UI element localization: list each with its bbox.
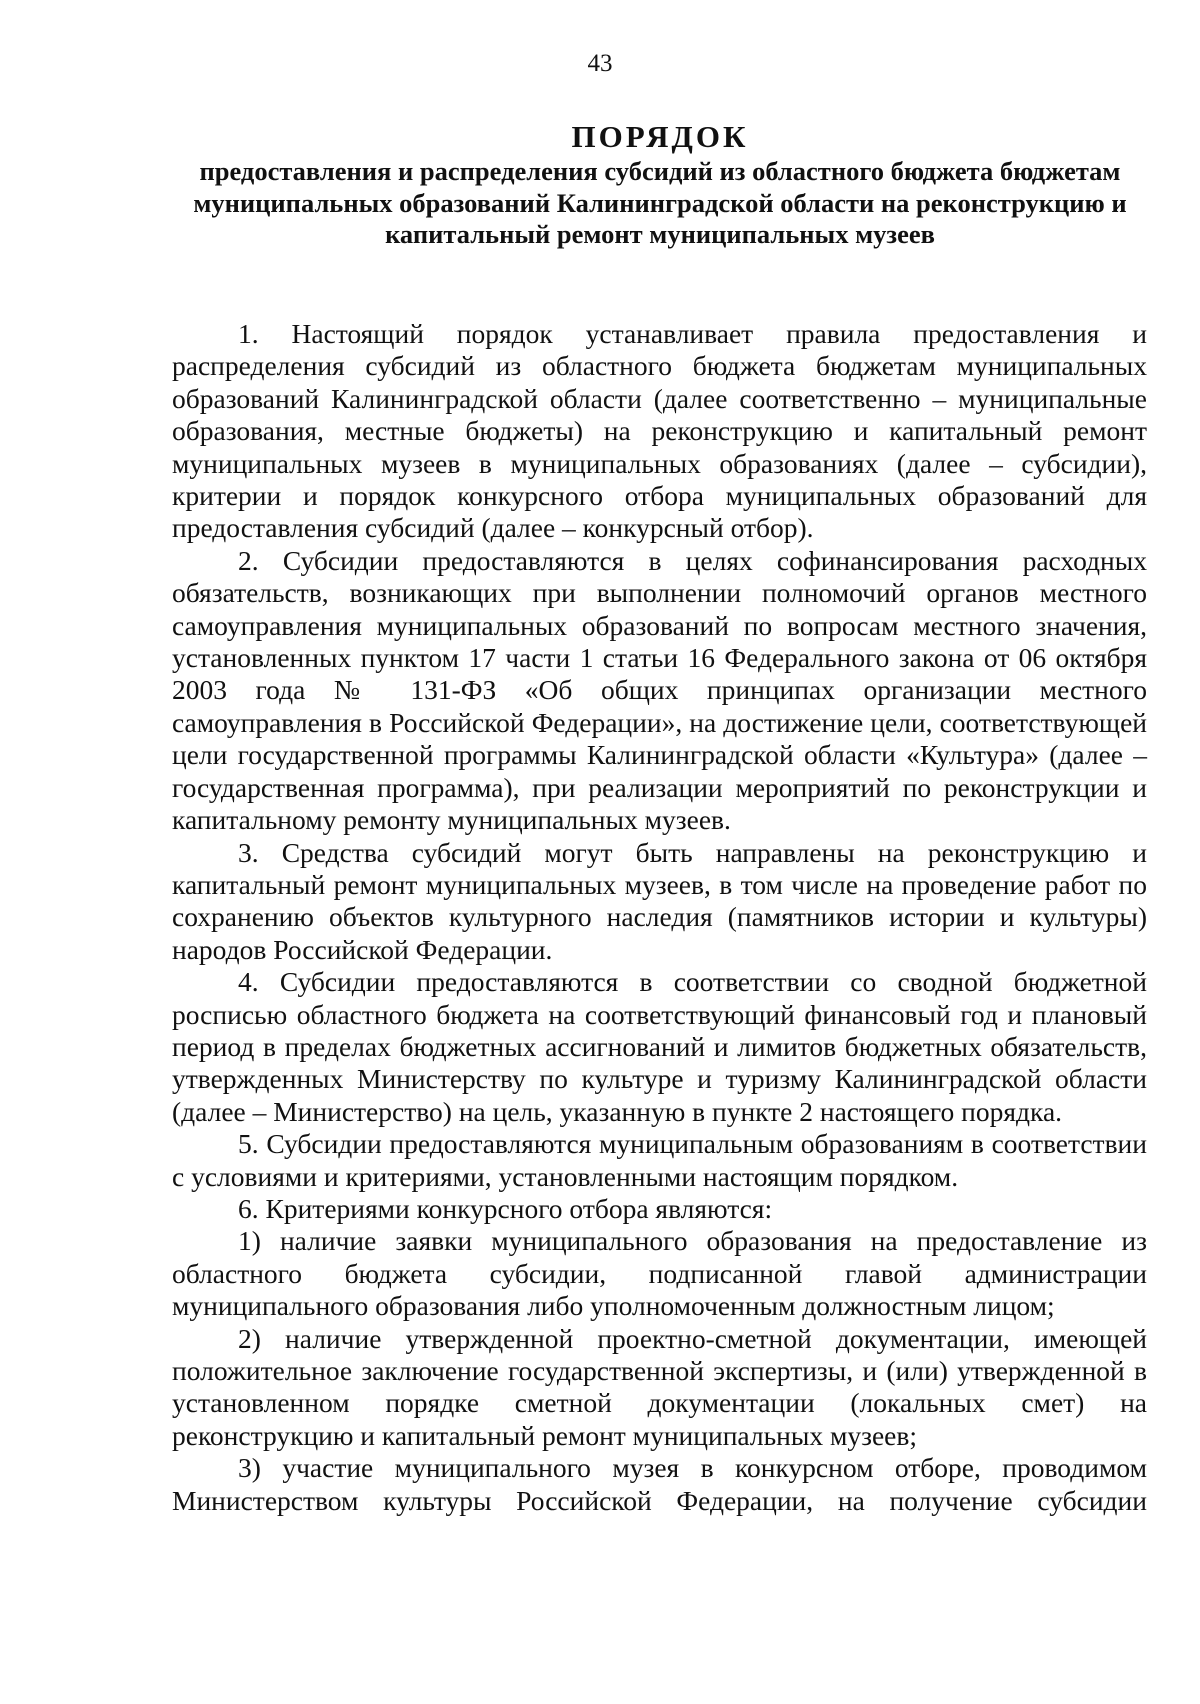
paragraph-4: 4. Субсидии предоставляются в соответствии со сводной бюджетной росписью областного бюджета на соответствующий финансовый год и плановый период в пределах бюджетных ассигнований и лимитов бюджетных обязательств, утвержденных Министерству по культуре и туризму Калининградской области (далее – Министерство) на цель, указанную в пункте 2 настоящего порядка.: [172, 966, 1147, 1127]
paragraph-5: 5. Субсидии предоставляются муниципальным образованиям в соответствии с условиями и критериями, установленными настоящим порядком.: [172, 1128, 1147, 1192]
page-number: 43: [587, 50, 613, 77]
criterion-3: 3) участие муниципального музея в конкурсном отборе, проводимом Министерством культуры Российской Федерации, на получение субсидии: [172, 1452, 1147, 1516]
criterion-2: 2) наличие утвержденной проектно-сметной документации, имеющей положительное заключение государственной экспертизы, и (или) утвержденной в установленном порядке сметной документации (локальных смет) на реконструкцию и капитальный ремонт муниципальных музеев;: [172, 1322, 1147, 1451]
document-body: [172, 318, 1147, 1517]
criterion-1: 1) наличие заявки муниципального образования на предоставление из областного бюджета субсидии, подписанной главой администрации муниципального образования либо уполномоченным должностным лицом;: [172, 1225, 1147, 1322]
paragraph-1: 1. Настоящий порядок устанавливает правила предоставления и распределения субсидий из областного бюджета бюджетам муниципальных образований Калининградской области (далее соответственно – муниципальные образования, местные бюджеты) на реконструкцию и капитальный ремонт муниципальных музеев в муниципальных образованиях (далее – субсидии), критерии и порядок конкурсного отбора муниципальных образований для предоставления субсидий (далее – конкурсный отбор).: [172, 318, 1147, 544]
paragraph-3: 3. Средства субсидий могут быть направлены на реконструкцию и капитальный ремонт муниципальных музеев, в том числе на проведение работ по сохранению объектов культурного наследия (памятников истории и культуры) народов Российской Федерации.: [172, 836, 1147, 965]
paragraph-6: 6. Критериями конкурсного отбора являются:: [238, 1192, 773, 1224]
document-title: ПОРЯДОК: [571, 119, 749, 154]
paragraph-2: 2. Субсидии предоставляются в целях софинансирования расходных обязательств, возникающих при выполнении полномочий органов местного самоуправления муниципальных образований по вопросам местного значения, установленных пунктом 17 части 1 статьи 16 Федерального закона от 06 октября 2003 года № 131-ФЗ «Об общих принципах организации местного самоуправления в Российской Федерации», на достижение цели, соответствующей цели государственной программы Калининградской области «Культура» (далее – государственная программа), при реализации мероприятий по реконструкции и капитальному ремонту муниципальных музеев.: [172, 544, 1147, 836]
document-subtitle: предоставления и распределения субсидий из областного бюджета бюджетам муниципальных образований Калининградской области на реконструкцию и капитальный ремонт муниципальных музеев: [193, 156, 1127, 249]
document-heading: [180, 118, 1140, 251]
